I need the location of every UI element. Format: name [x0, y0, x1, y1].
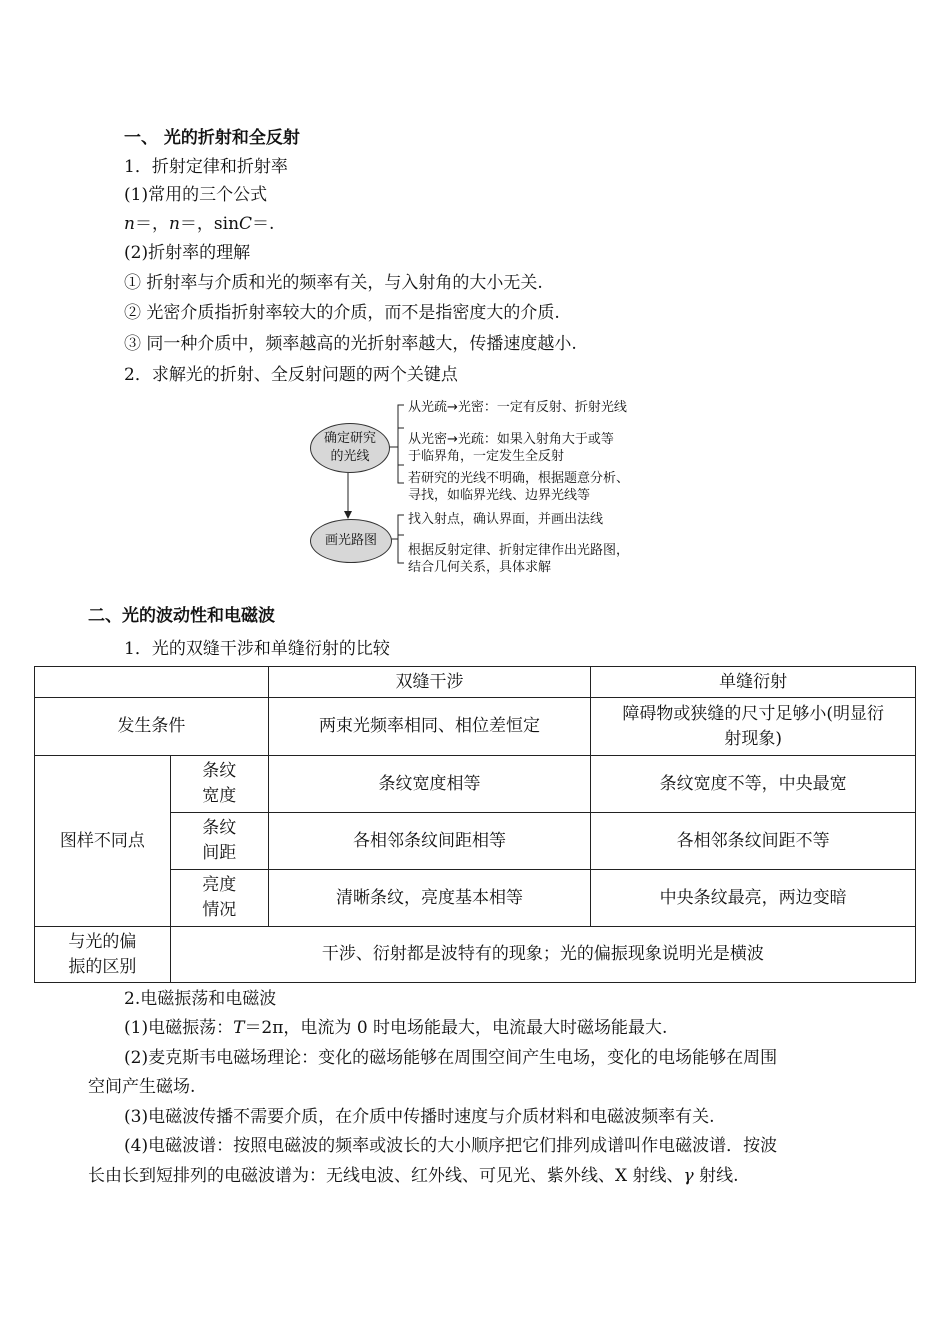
- para-3: (3)电磁波传播不需要介质，在介质中传播时速度与介质材料和电磁波频率有关.: [124, 1107, 715, 1127]
- formula-n2: n: [168, 214, 180, 234]
- para-4-line1: (4)电磁波谱：按照电磁波的频率或波长的大小顺序把它们排列成谱叫作电磁波谱．按波: [124, 1136, 778, 1156]
- sub-label-width: [170, 756, 268, 813]
- row-label-polarization: [35, 927, 171, 983]
- cond-single-line2: 射现象): [724, 728, 782, 749]
- sub-understanding: (2)折射率的理解: [124, 243, 251, 263]
- point-1: ① 折射率与介质和光的频率有关，与入射角的大小无关.: [124, 273, 543, 293]
- spacing-single: 各相邻条纹间距不等: [591, 813, 916, 870]
- bright-line2: 情况: [202, 900, 237, 920]
- table-header-row: [35, 667, 916, 698]
- row-label-pattern: 图样不同点: [35, 756, 171, 927]
- polarization-text: 干涉、衍射都是波特有的现象；光的偏振现象说明光是横波: [170, 927, 915, 983]
- formula-part3: ＝.: [252, 214, 275, 234]
- branch-5-line1: 根据反射定律、折射定律作出光路图，: [408, 543, 630, 558]
- comparison-table: [34, 666, 916, 983]
- section2-title: 二、光的波动性和电磁波: [88, 606, 275, 626]
- bright-double: 清晰条纹，亮度基本相等: [268, 870, 591, 927]
- para4-a: 长由长到短排列的电磁波谱为：无线电波、红外线、可见光、紫外线、X 射线、: [88, 1166, 684, 1186]
- spacing-line1: 条纹: [202, 818, 237, 838]
- formula-n1: n: [124, 214, 135, 234]
- item-em-oscillation: 2.电磁振荡和电磁波: [124, 989, 277, 1009]
- bright-single: 中央条纹最亮，两边变暗: [591, 870, 916, 927]
- table-row: [35, 927, 916, 983]
- branch-2-line2: 于临界角，一定发生全反射: [408, 449, 565, 464]
- item-key-points: 2．求解光的折射、全反射问题的两个关键点: [124, 365, 458, 385]
- branch-5-line2: 结合几何关系，具体求解: [408, 560, 552, 575]
- row-label-condition: 发生条件: [35, 698, 269, 756]
- para1-t: T: [233, 1018, 245, 1038]
- para-2-line1: (2)麦克斯韦电磁场理论：变化的磁场能够在周围空间产生电场，变化的电场能够在周围: [124, 1048, 778, 1068]
- table-row: [35, 698, 916, 756]
- cond-single: [591, 698, 916, 756]
- para4-gamma: γ: [683, 1166, 694, 1186]
- node-draw-path: [310, 519, 392, 563]
- cond-double: 两束光频率相同、相位差恒定: [268, 698, 591, 756]
- para4-b: 射线.: [693, 1166, 739, 1186]
- formula-line: [124, 213, 274, 235]
- formula-part2: ＝，sin: [179, 214, 240, 234]
- spacing-double: 各相邻条纹间距相等: [268, 813, 591, 870]
- para-2-line2: 空间产生磁场.: [88, 1077, 196, 1097]
- bracket-2: [398, 515, 404, 563]
- bright-line1: 亮度: [202, 875, 237, 895]
- header-empty-cell: [35, 667, 269, 698]
- width-single: 条纹宽度不等，中央最宽: [591, 756, 916, 813]
- branch-2-line1: 从光密→光疏：如果入射角大于或等: [408, 432, 614, 447]
- point-2: ② 光密介质指折射率较大的介质，而不是指密度大的介质.: [124, 303, 560, 323]
- point-3: ③ 同一种介质中，频率越高的光折射率越大，传播速度越小.: [124, 334, 577, 354]
- node1-line1: 确定研究: [323, 431, 376, 446]
- item-comparison: 1．光的双缝干涉和单缝衍射的比较: [124, 639, 390, 659]
- para-1: [124, 1017, 667, 1039]
- bracket-1: [398, 405, 404, 483]
- branch-3-line1: 若研究的光线不明确，根据题意分析、: [408, 471, 630, 486]
- formula-c: C: [239, 214, 253, 234]
- para1-a: (1)电磁振荡：: [124, 1018, 234, 1038]
- para-4-line2: [88, 1165, 739, 1187]
- sub-formulas: (1)常用的三个公式: [124, 185, 268, 205]
- branch-4: 找入射点，确认界面，并画出法线: [408, 512, 604, 527]
- sub-label-brightness: [170, 870, 268, 927]
- width-double: 条纹宽度相等: [268, 756, 591, 813]
- flow-diagram: [300, 395, 660, 580]
- down-arrow-head: [344, 511, 352, 519]
- sub-label-spacing: [170, 813, 268, 870]
- pol-line2: 振的区别: [68, 956, 137, 977]
- node1-line2: 的光线: [330, 449, 370, 464]
- branch-3-line2: 寻找，如临界光线、边界光线等: [408, 488, 591, 503]
- header-single-slit: 单缝衍射: [591, 667, 916, 698]
- node-determine-light: [310, 423, 390, 473]
- item-refraction-law: 1．折射定律和折射率: [124, 157, 288, 177]
- cond-single-line1: 障碍物或狭缝的尺寸足够小(明显衍: [622, 703, 884, 724]
- formula-part1: ＝，: [134, 214, 169, 234]
- table-row: [35, 756, 916, 813]
- section1-title: 一、 光的折射和全反射: [124, 128, 300, 148]
- branch-1: 从光疏→光密：一定有反射、折射光线: [408, 400, 627, 415]
- para1-b: ＝2π，电流为 0 时电场能最大，电流最大时磁场能最大.: [244, 1018, 668, 1038]
- header-double-slit: 双缝干涉: [268, 667, 591, 698]
- spacing-line2: 间距: [202, 843, 237, 863]
- pol-line1: 与光的偏: [68, 931, 137, 952]
- node2-label: 画光路图: [324, 533, 377, 548]
- width-line2: 宽度: [202, 786, 237, 806]
- width-line1: 条纹: [202, 761, 237, 781]
